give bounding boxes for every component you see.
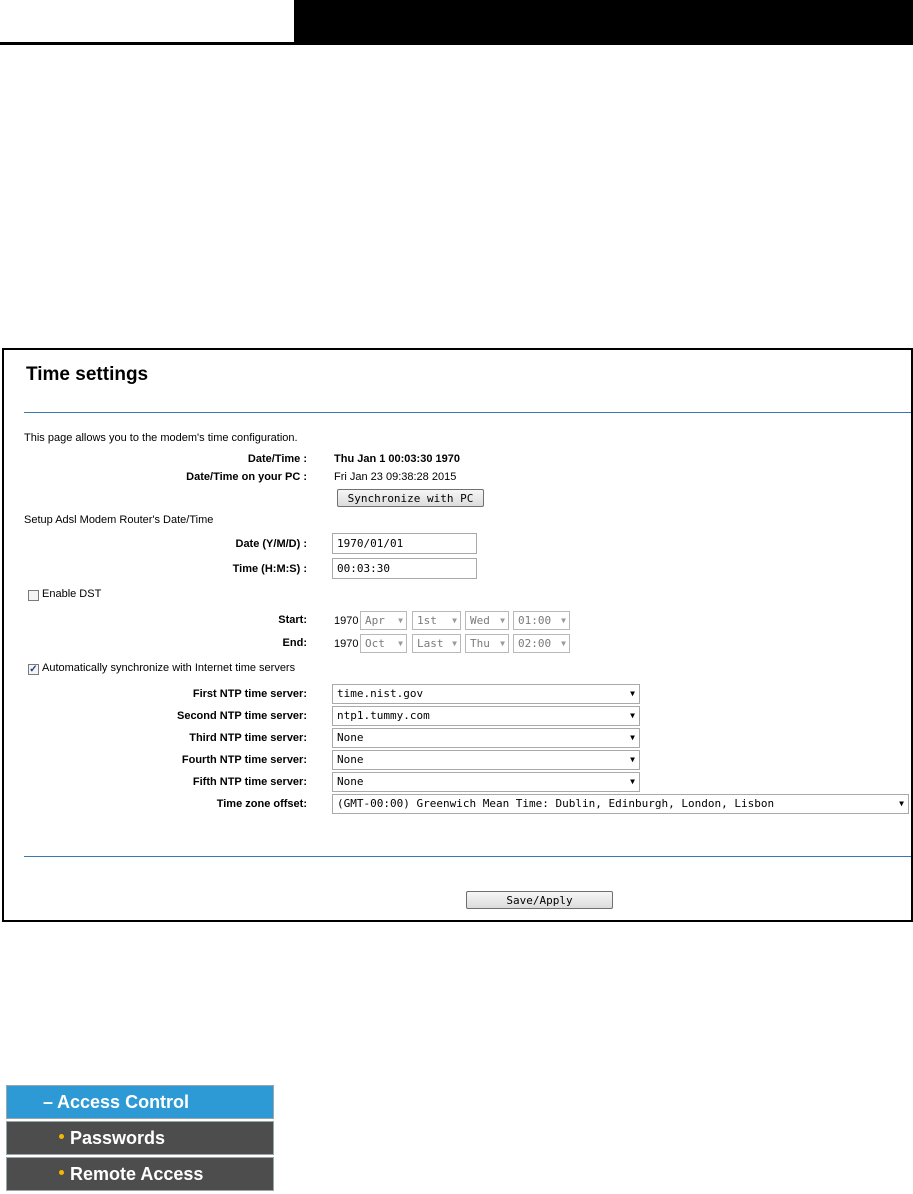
chevron-down-icon: ▼ (630, 733, 635, 742)
dst-end-label: End: (282, 637, 307, 649)
ntp3-label: Third NTP time server: (189, 732, 307, 744)
datetime-value: Thu Jan 1 00:03:30 1970 (334, 453, 460, 465)
ntp3-select[interactable] (332, 728, 640, 748)
chevron-down-icon: ▼ (452, 639, 457, 648)
ntp2-select[interactable] (332, 706, 640, 726)
dst-end-month-value: Oct (365, 637, 385, 650)
chevron-down-icon: ▼ (899, 799, 904, 808)
pc-datetime-value: Fri Jan 23 09:38:28 2015 (334, 471, 457, 483)
ntp5-select[interactable] (332, 772, 640, 792)
menu-item-label: Remote Access (70, 1164, 204, 1184)
ntp4-select[interactable] (332, 750, 640, 770)
menu-item-label: Access Control (57, 1092, 190, 1112)
menu-item-access-control[interactable] (6, 1085, 274, 1119)
dst-start-year: 1970 (334, 615, 359, 627)
save-apply-button[interactable]: Save/Apply (466, 891, 613, 909)
ntp3-value: None (337, 731, 364, 744)
ntp2-label: Second NTP time server: (176, 710, 307, 722)
header-bar (294, 0, 913, 42)
checkmark-icon: ✓ (29, 664, 38, 675)
dst-end-year: 1970 (334, 638, 359, 650)
enable-dst-label: Enable DST (42, 588, 102, 600)
chevron-down-icon: ▼ (398, 639, 403, 648)
chevron-down-icon: ▼ (500, 639, 505, 648)
dst-start-label: Start: (278, 614, 307, 626)
dst-end-week-value: Last (417, 637, 444, 650)
chevron-down-icon: ▼ (630, 689, 635, 698)
ntp1-value: time.nist.gov (337, 687, 424, 700)
timezone-value: (GMT-00:00) Greenwich Mean Time: Dublin, Edinburgh, London, Lisbon (337, 797, 775, 810)
ntp5-label: Fifth NTP time server: (192, 776, 307, 788)
page-description: This page allows you to the modem's time configuration. (24, 432, 298, 444)
title-divider (24, 412, 911, 413)
chevron-down-icon: ▼ (561, 639, 566, 648)
setup-heading: Setup Adsl Modem Router's Date/Time (24, 514, 214, 526)
chevron-down-icon: ▼ (630, 777, 635, 786)
dst-end-time-value: 02:00 (518, 637, 552, 650)
time-input[interactable]: 00:03:30 (332, 558, 477, 579)
ntp4-label: Fourth NTP time server: (181, 754, 307, 766)
chevron-down-icon: ▼ (398, 616, 403, 625)
date-input[interactable]: 1970/01/01 (332, 533, 477, 554)
collapse-icon: – (43, 1092, 54, 1112)
side-menu (6, 1083, 274, 1194)
synchronize-with-pc-button[interactable]: Synchronize with PC (337, 489, 484, 507)
dst-end-time-select[interactable] (513, 634, 570, 653)
timezone-select[interactable] (332, 794, 909, 814)
date-label: Date (Y/M/D) : (235, 538, 307, 550)
dst-end-month-select[interactable] (360, 634, 407, 653)
pc-datetime-label: Date/Time on your PC : (186, 471, 307, 483)
dst-start-month-select[interactable] (360, 611, 407, 630)
dst-start-time-value: 01:00 (518, 614, 552, 627)
dst-start-month-value: Apr (365, 614, 385, 627)
ntp5-value: None (337, 775, 364, 788)
menu-item-passwords[interactable] (6, 1121, 274, 1155)
chevron-down-icon: ▼ (630, 711, 635, 720)
chevron-down-icon: ▼ (500, 616, 505, 625)
menu-item-remote-access[interactable] (6, 1157, 274, 1191)
ntp2-value: ntp1.tummy.com (337, 709, 430, 722)
page-title: Time settings (26, 364, 149, 385)
dst-end-day-select[interactable] (465, 634, 509, 653)
menu-item-label: Passwords (70, 1128, 166, 1148)
auto-sync-label: Automatically synchronize with Internet time servers (42, 662, 296, 674)
enable-dst-checkbox[interactable] (28, 590, 39, 601)
header-rule (0, 42, 913, 45)
dst-end-day-value: Thu (470, 637, 490, 650)
bullet-icon (59, 1134, 64, 1139)
ntp1-select[interactable] (332, 684, 640, 704)
ntp4-value: None (337, 753, 364, 766)
footer-divider (24, 856, 911, 857)
dst-start-week-value: 1st (417, 614, 437, 627)
dst-start-day-select[interactable] (465, 611, 509, 630)
chevron-down-icon: ▼ (630, 755, 635, 764)
ntp1-label: First NTP time server: (192, 688, 307, 700)
time-label: Time (H:M:S) : (232, 563, 307, 575)
datetime-label: Date/Time : (247, 453, 307, 465)
bullet-icon (59, 1170, 64, 1175)
dst-start-day-value: Wed (470, 614, 490, 627)
chevron-down-icon: ▼ (452, 616, 457, 625)
auto-sync-checkbox[interactable] (28, 664, 39, 675)
dst-end-week-select[interactable] (412, 634, 461, 653)
dst-start-week-select[interactable] (412, 611, 461, 630)
dst-start-time-select[interactable] (513, 611, 570, 630)
time-settings-panel (2, 348, 913, 922)
chevron-down-icon: ▼ (561, 616, 566, 625)
timezone-label: Time zone offset: (216, 798, 307, 810)
